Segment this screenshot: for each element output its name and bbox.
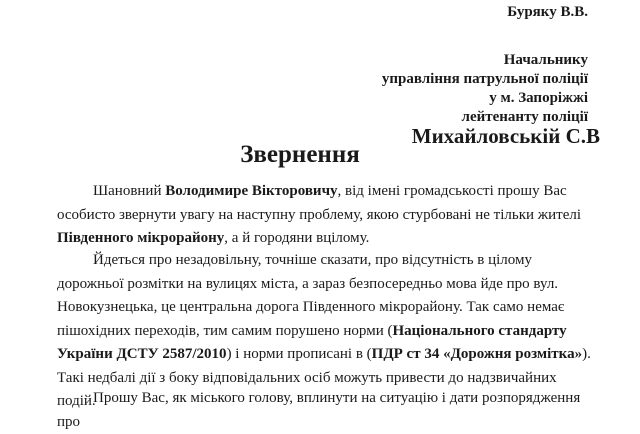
- problem-text-1: Йдеться про незадовільну, точніше сказати, про відсутність в цілому дорожньої розмітки на вулицях міста, а зараз безпосередньо мова йде про вул. Новокузнецька, це центральна дорога Південного мікрорайону. Так само немає пішохідних переходів, тим самим порушено норми (: [57, 252, 565, 339]
- standard-reference: Національного стандарту України ДСТУ 2587/2010: [57, 322, 567, 362]
- problem-text-2: ) і норми прописані в (: [226, 346, 372, 362]
- document-title: Звернення: [240, 141, 360, 168]
- recipient-department: управління патрульної поліції: [381, 71, 588, 87]
- recipient-city: у м. Запоріжжі: [489, 90, 588, 106]
- request-text-1: Прошу Вас, як міського голову, вплинути на ситуацію і дати розпорядження про: [57, 390, 581, 430]
- traffic-rules-reference: ПДР ст 34 «Дорожня розмітка»: [371, 346, 583, 362]
- greeting-text-2: , від імені громадськості прошу Вас особисто звернути увагу на наступну проблему, якою стурбовані не тільки жителі: [57, 183, 582, 223]
- paragraph-greeting: [57, 180, 597, 251]
- greeting-text-1: Шановний: [93, 183, 166, 199]
- greeting-text-3: , а й городяни вцілому.: [224, 230, 370, 246]
- problem-text-3: ). Такі недбалі дії з боку відповідальних осіб можуть привести до надзвичайних подій.: [57, 346, 591, 409]
- addressee-name: Володимире Вікторовичу: [165, 183, 338, 199]
- sender-name: Буряку В.В.: [507, 4, 588, 20]
- recipient-rank: лейтенанту поліції: [461, 109, 588, 125]
- district-name: Південного мікрорайону: [57, 230, 225, 246]
- recipient-name: Михайловській С.В: [411, 124, 600, 148]
- recipient-position: Начальнику: [503, 52, 588, 68]
- paragraph-request: [57, 387, 597, 434]
